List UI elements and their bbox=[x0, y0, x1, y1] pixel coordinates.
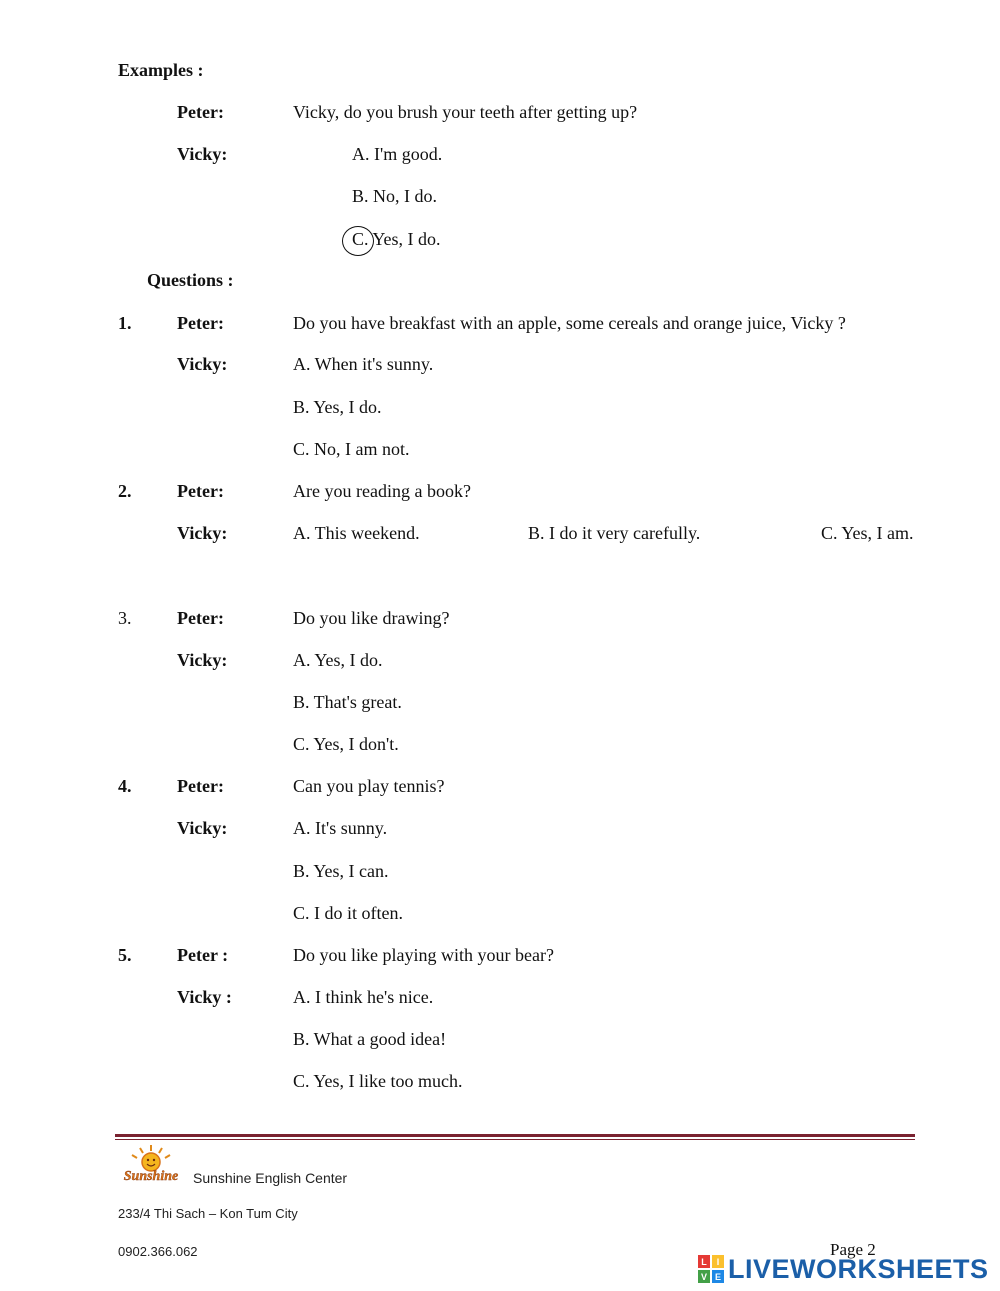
peter-label: Peter: bbox=[177, 313, 224, 333]
question-number: 5. bbox=[118, 945, 132, 965]
question-text: Do you like playing with your bear? bbox=[293, 945, 554, 965]
answer-option-b[interactable]: B. Yes, I do. bbox=[293, 397, 382, 417]
footer-rule bbox=[115, 1134, 915, 1137]
footer-rule-thin bbox=[115, 1139, 915, 1140]
answer-option-a[interactable]: A. This weekend. bbox=[293, 523, 420, 543]
question-text: Are you reading a book? bbox=[293, 481, 471, 501]
question-number: 3. bbox=[118, 608, 132, 628]
example-vicky-label: Vicky: bbox=[177, 144, 228, 164]
center-address: 233/4 Thi Sach – Kon Tum City bbox=[118, 1206, 298, 1221]
question-number: 2. bbox=[118, 481, 132, 501]
answer-option-c[interactable]: C. Yes, I like too much. bbox=[293, 1071, 463, 1091]
answer-option-c[interactable]: C. Yes, I am. bbox=[821, 523, 914, 543]
answer-option-c[interactable]: C. No, I am not. bbox=[293, 439, 410, 459]
questions-heading: Questions : bbox=[147, 270, 234, 290]
question-text: Do you have breakfast with an apple, some cereals and orange juice, Vicky ? bbox=[293, 313, 846, 333]
examples-heading: Examples : bbox=[118, 60, 204, 80]
question-number: 1. bbox=[118, 313, 132, 333]
answer-option-a[interactable]: A. When it's sunny. bbox=[293, 354, 434, 374]
vicky-label: Vicky : bbox=[177, 987, 232, 1007]
svg-text:L: L bbox=[701, 1257, 707, 1267]
answer-option-a[interactable]: A. It's sunny. bbox=[293, 818, 388, 838]
example-option-a: A. I'm good. bbox=[352, 144, 443, 164]
svg-text:E: E bbox=[714, 1272, 722, 1282]
svg-text:Sunshine: Sunshine bbox=[123, 1169, 179, 1184]
liveworksheets-logo-icon bbox=[698, 1255, 724, 1283]
vicky-label: Vicky: bbox=[177, 650, 228, 670]
peter-label: Peter: bbox=[177, 481, 224, 501]
answer-option-c[interactable]: C. Yes, I don't. bbox=[293, 734, 399, 754]
vicky-label: Vicky: bbox=[177, 818, 228, 838]
svg-text:V: V bbox=[700, 1272, 708, 1282]
answer-option-a[interactable]: A. I think he's nice. bbox=[293, 987, 434, 1007]
sunshine-logo bbox=[118, 1143, 184, 1185]
example-option-c: C. Yes, I do. bbox=[352, 229, 441, 249]
question-text: Can you play tennis? bbox=[293, 776, 445, 796]
liveworksheets-text: LIVEWORKSHEETS bbox=[728, 1253, 989, 1284]
liveworksheets-brand bbox=[698, 1254, 989, 1284]
peter-label: Peter: bbox=[177, 776, 224, 796]
peter-label: Peter: bbox=[177, 608, 224, 628]
answer-option-b[interactable]: B. I do it very carefully. bbox=[528, 523, 701, 543]
peter-label: Peter : bbox=[177, 945, 229, 965]
example-option-b: B. No, I do. bbox=[352, 186, 437, 206]
example-peter-label: Peter: bbox=[177, 102, 224, 122]
question-number: 4. bbox=[118, 776, 132, 796]
page-number: Page 2 bbox=[830, 1240, 876, 1259]
example-question: Vicky, do you brush your teeth after getting up? bbox=[293, 102, 638, 122]
vicky-label: Vicky: bbox=[177, 354, 228, 374]
vicky-label: Vicky: bbox=[177, 523, 228, 543]
answer-option-b[interactable]: B. What a good idea! bbox=[293, 1029, 447, 1049]
question-text: Do you like drawing? bbox=[293, 608, 450, 628]
answer-option-a[interactable]: A. Yes, I do. bbox=[293, 650, 383, 670]
answer-option-b[interactable]: B. That's great. bbox=[293, 692, 402, 712]
center-name: Sunshine English Center bbox=[193, 1170, 348, 1186]
answer-option-c[interactable]: C. I do it often. bbox=[293, 903, 403, 923]
center-phone: 0902.366.062 bbox=[118, 1244, 198, 1259]
svg-text:I: I bbox=[716, 1257, 720, 1267]
answer-option-b[interactable]: B. Yes, I can. bbox=[293, 861, 389, 881]
